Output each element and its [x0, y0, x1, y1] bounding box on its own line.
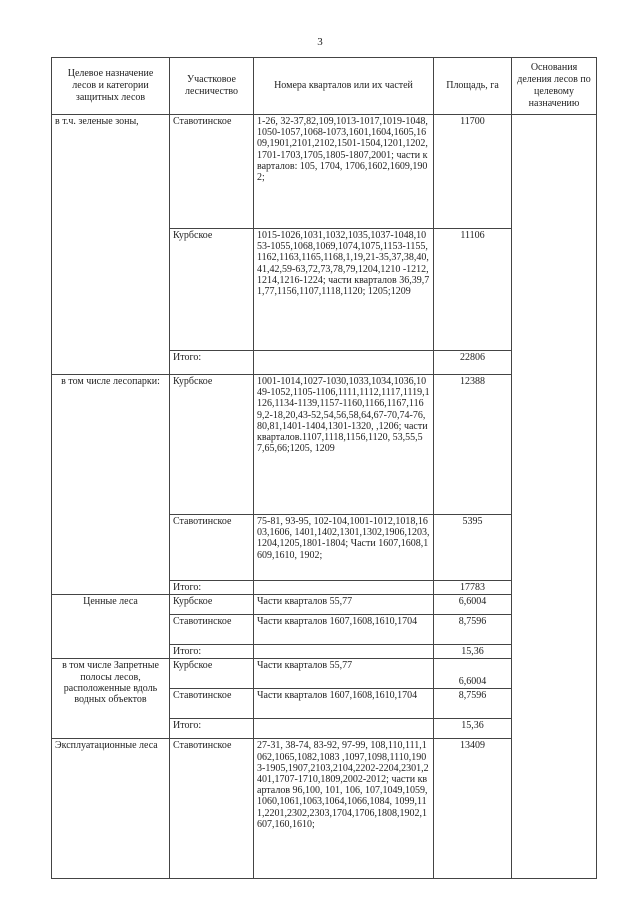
- quarters-cell: 1-26, 32-37,82,109,1013-1017,1019-1048,1050-1057,1068-1073,1601,1604,1605,1609,1901,2101,2102,1501-1504,1201,1202,1701-1703,1705,1805-1807,2001; части кварталов: 105, 1704, 1706,1602,1609,1902;: [254, 115, 434, 229]
- area-cell: 12388: [434, 375, 512, 515]
- header-basis: Основания деления лесов по целевому назначению: [512, 58, 597, 115]
- forestry-cell: Ставотинское: [170, 739, 254, 879]
- area-cell: 11106: [434, 229, 512, 351]
- forestry-cell: Итого:: [170, 645, 254, 659]
- area-cell: 6,6004: [434, 595, 512, 615]
- forestry-cell: Ставотинское: [170, 615, 254, 645]
- area-cell: 8,7596: [434, 689, 512, 719]
- area-cell: 13409: [434, 739, 512, 879]
- quarters-cell: 1001-1014,1027-1030,1033,1034,1036,1049-1052,1105-1106,1111,1112,1117,1119,1126,1134-1139,1157-1160,1166,1167,1169,2-18,20,43-52,54,56,58,64,67-70,74-76,80,81,1401-1404,1301-1320, ,1206; части кварталов.1107,1118,1156,1120, 53,55,57,65,66;1205, 1209: [254, 375, 434, 515]
- forestry-cell: Курбское: [170, 229, 254, 351]
- quarters-cell: Части кварталов 1607,1608,1610,1704: [254, 689, 434, 719]
- quarters-cell: Части кварталов 55,77: [254, 595, 434, 615]
- area-cell: 15,36: [434, 719, 512, 739]
- area-cell: 22806: [434, 351, 512, 375]
- purpose-cell: в том числе лесопарки:: [52, 375, 170, 595]
- quarters-cell: 1015-1026,1031,1032,1035,1037-1048,1053-1055,1068,1069,1074,1075,1153-1155,1162,1163,1165,1168,1,19,21-35,37,38,40,41,42,59-63,72,73,78,79,1204,1210 -1212,1214,1216-1224; части кварталов 36,39,71,77,1156,1107,1118,1120; 1205;1209: [254, 229, 434, 351]
- purpose-cell: в том числе Запретные полосы лесов, расположенные вдоль водных объектов: [52, 659, 170, 739]
- quarters-cell: 75-81, 93-95, 102-104,1001-1012,1018,1603,1606, 1401,1402,1301,1302,1906,1203,1204,1205,1801-1804; Части 1607,1608,1609,1610, 1902;: [254, 515, 434, 581]
- forestry-cell: Итого:: [170, 719, 254, 739]
- header-quarters: Номера кварталов или их частей: [254, 58, 434, 115]
- header-area: Площадь, га: [434, 58, 512, 115]
- purpose-cell: Эксплуатационные леса: [52, 739, 170, 879]
- forestry-cell: Ставотинское: [170, 515, 254, 581]
- purpose-cell: Ценные леса: [52, 595, 170, 659]
- quarters-cell: Части кварталов 55,77: [254, 659, 434, 689]
- area-cell: 5395: [434, 515, 512, 581]
- quarters-cell: 27-31, 38-74, 83-92, 97-99, 108,110,111,1062,1065,1082,1083 ,1097,1098,1110,1903-1905,1907,2103,2104,2202-2204,2301,2401,1707-1710,1809,2002-2012; части кварталов 96,100, 101, 106, 107,1049,1059,1060,1061,1063,1064,1066,1084, 1099,111,2201,2302,2303,1704,1706,1808,1902,1607,160,1610;: [254, 739, 434, 879]
- basis-cell: [512, 115, 597, 879]
- area-cell: 6,6004: [434, 659, 512, 689]
- area-cell: 17783: [434, 581, 512, 595]
- forestry-cell: Итого:: [170, 581, 254, 595]
- table-header-row: [52, 58, 597, 115]
- forestry-cell: Курбское: [170, 595, 254, 615]
- purpose-cell: в т.ч. зеленые зоны,: [52, 115, 170, 375]
- page-number: 3: [317, 36, 323, 48]
- forestry-cell: Курбское: [170, 375, 254, 515]
- quarters-cell: [254, 645, 434, 659]
- header-forestry: Участковое лесничество: [170, 58, 254, 115]
- area-cell: 15,36: [434, 645, 512, 659]
- area-cell: 11700: [434, 115, 512, 229]
- forestry-cell: Ставотинское: [170, 115, 254, 229]
- table-row: [52, 115, 597, 229]
- forestry-cell: Курбское: [170, 659, 254, 689]
- forestry-cell: Итого:: [170, 351, 254, 375]
- forestry-cell: Ставотинское: [170, 689, 254, 719]
- quarters-cell: Части кварталов 1607,1608,1610,1704: [254, 615, 434, 645]
- quarters-cell: [254, 719, 434, 739]
- header-purpose: Целевое назначение лесов и категории защитных лесов: [52, 58, 170, 115]
- quarters-cell: [254, 581, 434, 595]
- area-cell: 8,7596: [434, 615, 512, 645]
- quarters-cell: [254, 351, 434, 375]
- forest-division-table: [51, 57, 597, 879]
